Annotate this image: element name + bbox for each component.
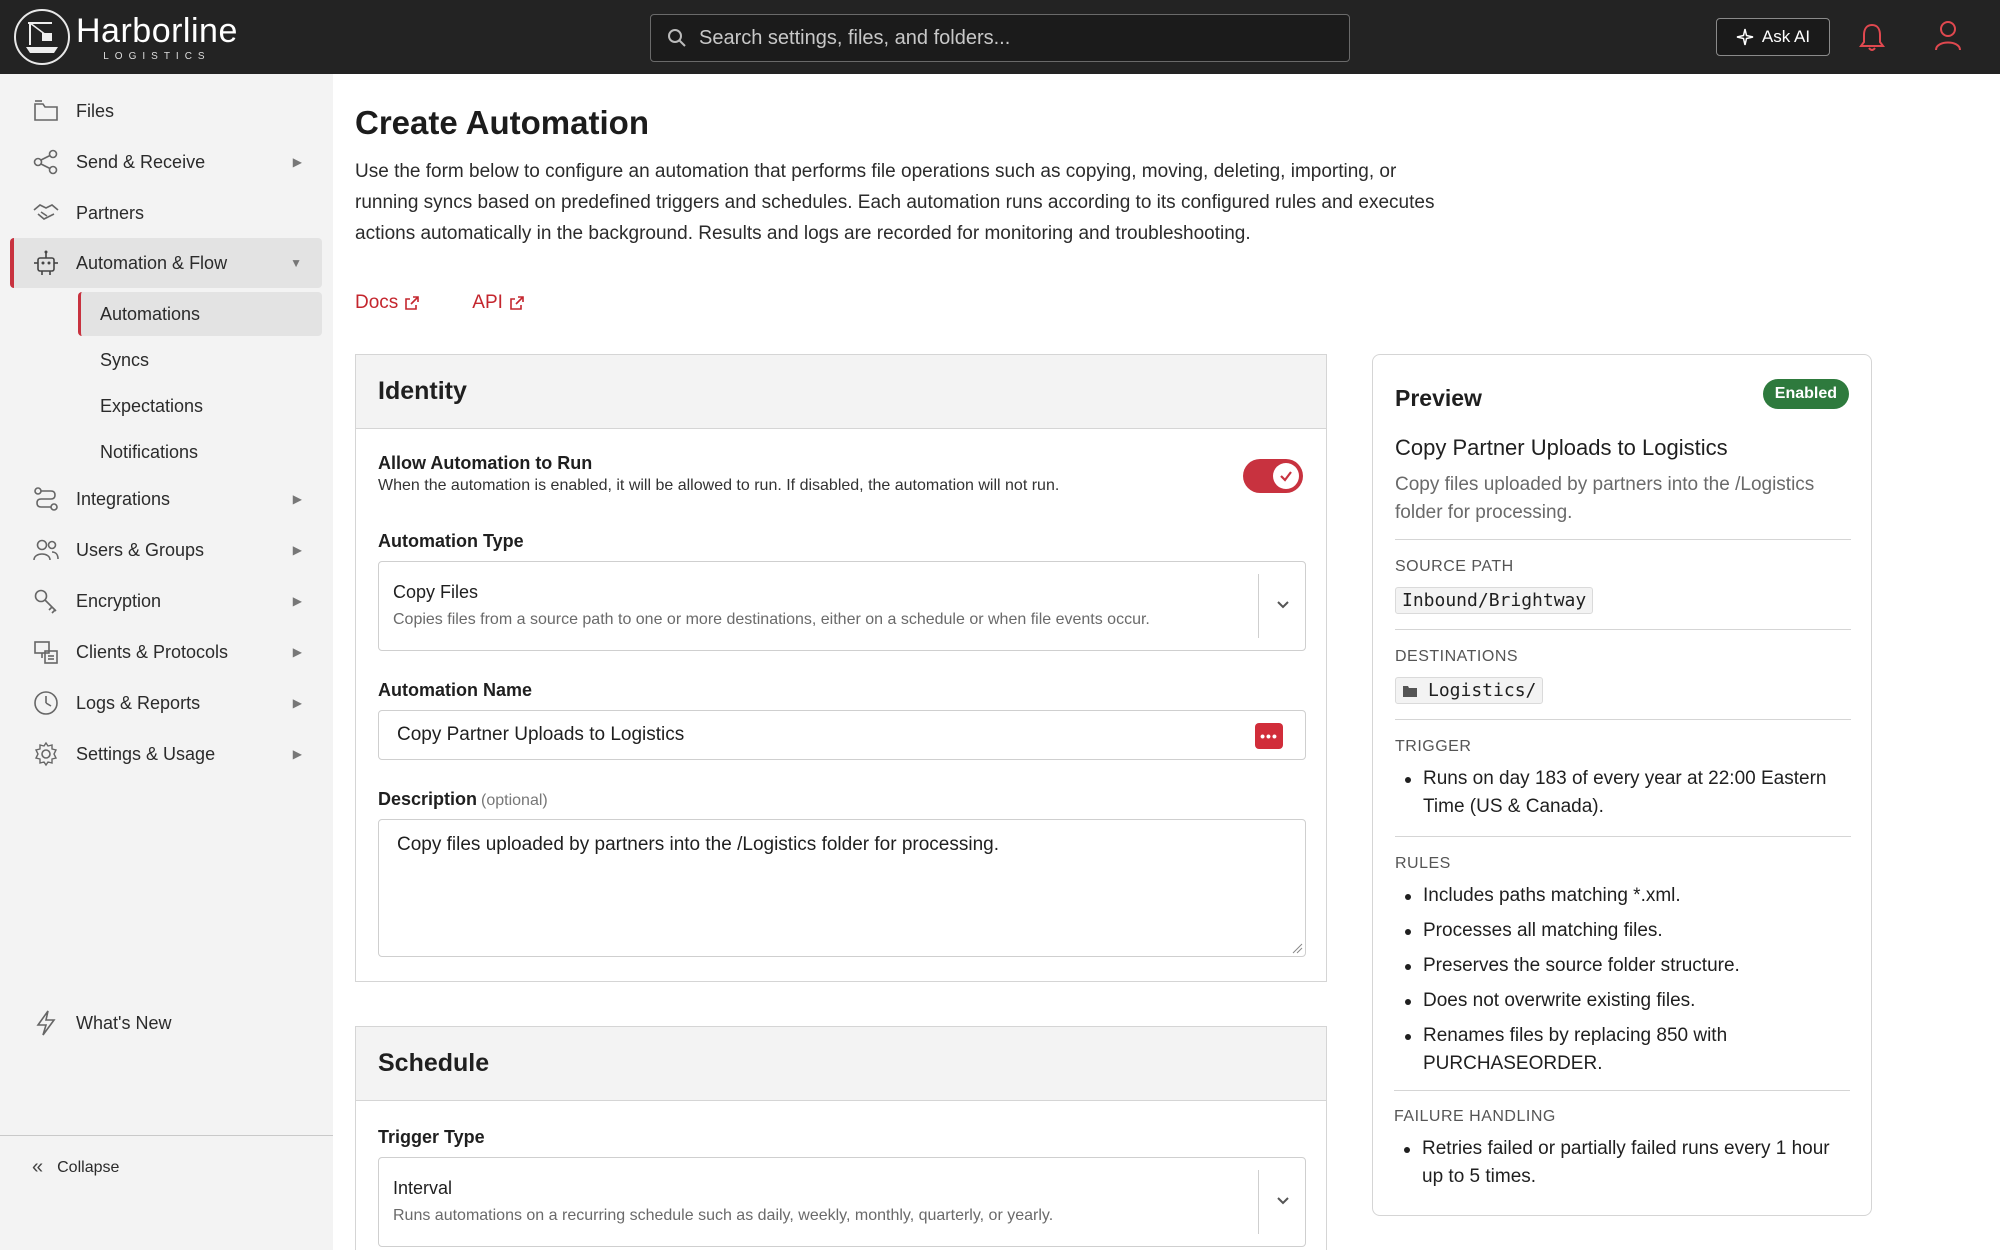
status-badge: Enabled [1763,379,1849,409]
sidebar-item-label: What's New [76,1012,172,1033]
api-link-label: API [472,292,503,313]
preview-description: Copy files uploaded by partners into the /Logistics folder for processing. [1395,474,1815,523]
user-account-icon[interactable] [1934,20,1962,57]
sidebar-item-partners[interactable] [10,188,322,238]
expand-arrow-icon: ▶ [292,645,302,659]
list-item: Preserves the source folder structure. [1395,952,1851,980]
ask-ai-button[interactable] [1716,18,1830,56]
sidebar-subitem-notifications[interactable] [78,430,322,474]
rules-list [1395,882,1851,1085]
doc-links [355,292,525,314]
collapse-button[interactable] [32,1156,119,1179]
docs-link-label: Docs [355,292,399,313]
clients-icon [32,638,60,666]
brand-subtitle: LOGISTICS [103,50,211,62]
sidebar-item-label: Files [76,100,115,121]
sidebar-subitem-automations[interactable] [78,292,322,336]
trigger-list [1395,765,1851,828]
schedule-card [355,1026,1327,1250]
sidebar-item-send-receive[interactable] [10,137,322,187]
sidebar-item-integrations[interactable] [10,474,322,524]
list-item: Processes all matching files. [1395,917,1851,945]
robot-icon [32,249,60,277]
automation-name-input[interactable] [378,710,1306,760]
sidebar-subitem-expectations[interactable] [78,384,322,428]
password-manager-icon[interactable]: ••• [1255,723,1283,749]
api-link[interactable] [472,292,525,314]
docs-link[interactable] [355,292,420,314]
allow-run-toggle[interactable] [1243,459,1303,493]
preview-title: Preview [1395,385,1482,411]
top-bar [0,0,2000,74]
external-link-icon [404,295,420,311]
sidebar-item-label: Integrations [76,488,171,509]
automation-type-value: Copy Files [393,582,479,602]
lightning-icon [32,1009,60,1037]
sidebar-subitem-label: Expectations [100,395,204,416]
sidebar-item-files[interactable] [10,86,322,136]
description-textarea[interactable] [378,819,1306,957]
expand-arrow-icon: ▶ [292,492,302,506]
collapse-label: Collapse [57,1158,120,1176]
preview-automation-name: Copy Partner Uploads to Logistics [1395,435,1728,460]
sidebar-subitem-syncs[interactable] [78,338,322,382]
page-description: Use the form below to configure an automation that performs file operations such as copying, moving, deleting, importing, or running syncs based on predefined triggers and schedules. Each automation runs according to its configured rules and executes actions automatically in the background. Results and logs are recorded for monitoring and troubleshooting. [355,161,1435,244]
optional-hint: (optional) [481,792,548,809]
sidebar-divider [0,1135,333,1136]
preview-panel [1372,354,1872,1216]
collapse-arrow-icon: ▼ [290,256,302,270]
list-item: Includes paths matching *.xml. [1395,882,1851,910]
key-icon [32,587,60,615]
preview-divider [1395,836,1851,837]
failure-list [1394,1135,1850,1198]
destination-value: Logistics/ [1428,680,1537,701]
sidebar [0,74,333,1250]
description-label-text: Description [378,789,478,809]
sparkle-icon [1736,28,1754,46]
sidebar-item-label: Encryption [76,590,162,611]
sidebar-item-label: Send & Receive [76,151,206,172]
expand-arrow-icon: ▶ [292,696,302,710]
sidebar-item-label: Settings & Usage [76,743,216,764]
source-path-heading: SOURCE PATH [1395,558,1514,575]
select-separator [1258,1170,1259,1234]
sidebar-item-logs-reports[interactable] [10,678,322,728]
double-chevron-left-icon: « [32,1156,44,1178]
sidebar-item-label: Partners [76,202,145,223]
list-item: Retries failed or partially failed runs every 1 hour up to 5 times. [1394,1135,1850,1191]
brand-logo[interactable] [14,8,262,66]
harbor-logo-icon [14,9,70,65]
automation-type-desc: Copies files from a source path to one or more destinations, either on a schedule or when file events occur. [393,611,1150,628]
sidebar-item-automation-flow[interactable] [10,238,322,288]
sidebar-item-users-groups[interactable] [10,525,322,575]
expand-arrow-icon: ▶ [292,594,302,608]
trigger-type-value: Interval [393,1178,453,1198]
sidebar-subitem-label: Syncs [100,349,150,370]
trigger-type-select[interactable] [378,1157,1306,1247]
automation-type-select[interactable] [378,561,1306,651]
search-input[interactable] [699,27,1299,50]
description-value: Copy files uploaded by partners into the /Logistics folder for processing. [397,834,999,855]
integration-icon [32,485,60,513]
users-icon [32,536,60,564]
preview-divider [1395,719,1851,720]
trigger-type-label: Trigger Type [378,1127,485,1147]
identity-card [355,354,1327,982]
schedule-header: Schedule [356,1027,1326,1101]
source-path-value: Inbound/Brightway [1395,587,1593,614]
list-item: Does not overwrite existing files. [1395,987,1851,1015]
resize-grip-icon[interactable] [1291,942,1303,954]
main-content [333,74,2000,1250]
toggle-knob [1273,463,1299,489]
automation-name-value: Copy Partner Uploads to Logistics [397,724,685,745]
expand-arrow-icon: ▶ [292,155,302,169]
destinations-heading: DESTINATIONS [1395,648,1519,665]
description-label [378,789,548,810]
sidebar-item-whats-new[interactable] [10,998,322,1048]
preview-divider [1394,1090,1850,1091]
preview-divider [1395,539,1851,540]
automation-type-label: Automation Type [378,531,524,551]
allow-run-label: Allow Automation to Run [378,453,593,473]
folder-icon [1402,684,1418,698]
ask-ai-label: Ask AI [1761,27,1811,46]
destination-chip [1395,677,1543,704]
sidebar-item-encryption[interactable] [10,576,322,626]
sidebar-item-label: Logs & Reports [76,692,201,713]
trigger-type-desc: Runs automations on a recurring schedule such as daily, weekly, monthly, quarterly, or yearly. [393,1207,1054,1224]
check-icon [1279,469,1293,483]
list-item: Runs on day 183 of every year at 22:00 Eastern Time (US & Canada). [1395,765,1851,821]
list-item: Renames files by replacing 850 with PURCHASEORDER. [1395,1022,1851,1078]
handshake-icon [32,199,60,227]
identity-header: Identity [356,355,1326,429]
preview-divider [1395,629,1851,630]
sidebar-item-label: Users & Groups [76,539,205,560]
sidebar-item-label: Automation & Flow [76,252,228,273]
trigger-heading: TRIGGER [1395,738,1472,755]
sidebar-subitem-label: Automations [100,303,201,324]
search-icon [667,28,687,48]
expand-arrow-icon: ▶ [292,747,302,761]
external-link-icon [509,295,525,311]
search-box[interactable] [650,14,1350,62]
automation-name-label: Automation Name [378,680,533,700]
sidebar-item-clients-protocols[interactable] [10,627,322,677]
chevron-down-icon [1275,1192,1291,1208]
sidebar-item-label: Clients & Protocols [76,641,229,662]
brand-name: Harborline [76,11,238,50]
failure-heading: FAILURE HANDLING [1394,1108,1556,1125]
gear-icon [32,740,60,768]
expand-arrow-icon: ▶ [292,543,302,557]
chevron-down-icon [1275,596,1291,612]
clock-icon [32,689,60,717]
select-separator [1258,574,1259,638]
sidebar-subitem-label: Notifications [100,441,199,462]
allow-run-help: When the automation is enabled, it will be allowed to run. If disabled, the automation will not run. [378,477,1060,494]
folder-icon [32,97,60,125]
rules-heading: RULES [1395,855,1451,872]
page-title: Create Automation [355,104,649,141]
share-icon [32,148,60,176]
notifications-bell-icon[interactable] [1858,22,1886,57]
sidebar-item-settings-usage[interactable] [10,729,322,779]
